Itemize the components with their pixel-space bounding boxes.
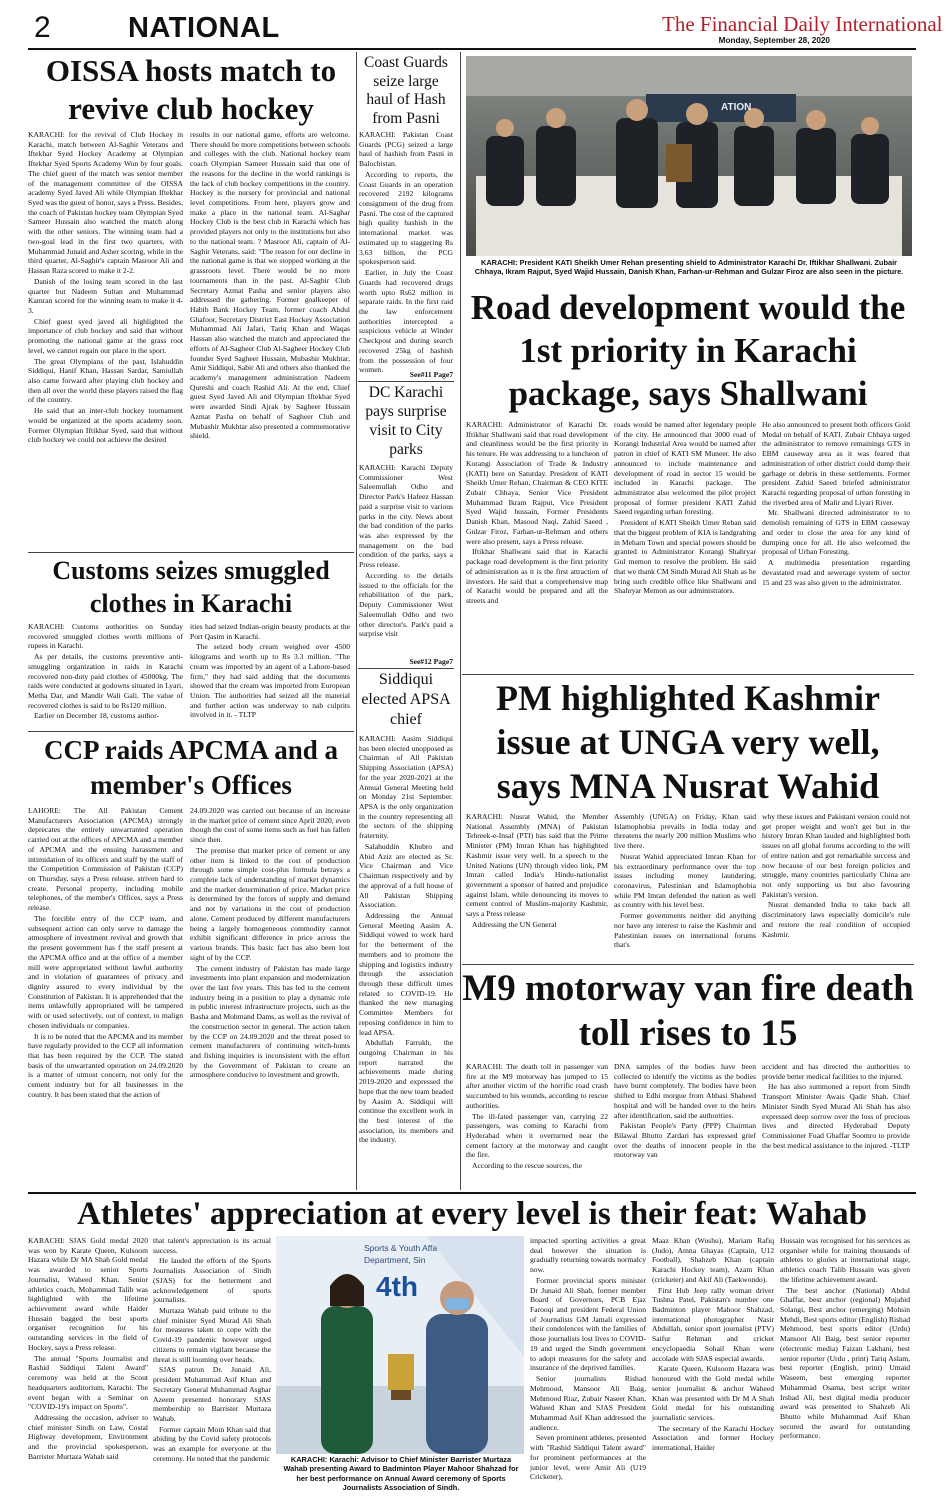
- paragraph: ities had seized Indian-origin beauty products at the Port Qasim in Karachi.: [190, 622, 350, 641]
- masthead-rule: [28, 48, 916, 50]
- paragraph: KARACHI: Administrator of Karachi Dr. Iftikhar Shallwani said that road development and cleanliness would be the first priority in his tenure. He was addressing to a luncheon of Korangi Association of Trade & Industry (KATI) here on Saturday. President of KATI Sheikh Umer Rehan, Chairman & CEO KITE Zubair Chhaya, Senior Vice President Muhammad Ikram Rajput, Vice President Syed Wajid hussain, Former Presidents Danish Khan, Masood Naqi, Zahid Saeed , Gulzar Firoz, Farhan-ur-Rehman and others were also present, says a Press release.: [466, 420, 608, 546]
- paragraph: Former captain Moin Khan said that abiding by the Covid safety protocols was an example for everyone at the ceremony. He noted that the pandemic: [153, 1424, 271, 1463]
- paragraph: The cement industry of Pakistan has made large investments into plant expansion and modernization over the last five years. This has led to the cement industry being in a position to play a dynamic role in public interest infrastructure projects, such as the Basha and Mohmand Dams, as well as the revival of the construction sector in general. The action taken by the CCP on 24.09.2020 and the threat posed to cement manufacturers of continuing witch-hunts and fishing inquiries is inconsistent with the effort by the Government of Pakistan to create an atmosphere conducive to investment and growth.: [190, 963, 350, 1080]
- paragraph: President of KATI Sheikh Umer Rehan said that the biggest problem of KIA is landgrabing in Meharn Town and special powers should be granted to Administrator Korangi Shahryar Gul memon to resolve the problem. He said that we thank CM Sindh Murad Ali Shah as he bring such credible office like Shallwani and Shahryar Memon as our administrators.: [614, 518, 756, 596]
- paragraph: The best anchor (National) Abdul Ghaffar, best anchor (regional) Mujahid Solangi, Best anchor (emerging) Mohsin Mehdi, Best sports editor (English) Rishad Mehmood, best sports editor (Urdu) Mansoor Ali Baig, best senior reporter (electronic media) Faizan Lakhani, best senior reporter (Urdu , print) Tariq Aslam, best reporter (English, print) Umaid Waseem, best emerging reporter Muhammad Osama, best script writer Irshad Ali, best digital media producer award was presented to Shahzeb Ali Bhutto while Muhammad Asif Khan secured the award for outstanding performance.: [780, 1285, 910, 1441]
- dcvisit-body: [359, 463, 453, 655]
- m9-column-1: [466, 1062, 608, 1190]
- paragraph: The ill-fated passenger van, carrying 22 passengers, was coming to Karachi from Hyderabad when it overturned near the cement factory at the motorway and caught the fire.: [466, 1111, 608, 1160]
- paragraph: Mr. Shallwani directed administrator to to demolish remaining of GTS in EBM causeway and order to close the area for any kind of dumping once for all. He also welcomed the proposal of Urban Foresting.: [762, 508, 910, 557]
- paragraph: The annual "Sports Journalist and Rashid Siddiqui Talent Award" ceremony was held at the Scout headquarters auditorium, Karachi. The event began with a Seminar on "COVID-19's impact on Sports".: [28, 1353, 148, 1412]
- hockey-column-1: [28, 130, 183, 548]
- headline-hockey: OISSA hosts match to revive club hockey: [45, 53, 337, 126]
- paragraph: It is to be noted that the APCMA and its member have regularly provided to the CCP all information that has been required by the CCP. The stated basis of the unwarranted operation on 24.09.2020 is a matter of utmost concern, not only for the cement industry but for all businesses in the country. It has been stated that the action of: [28, 1031, 183, 1099]
- headline-shallwani: Road development would the 1st priority in Karachi package, says Shallwani: [470, 288, 906, 413]
- paragraph: impacted sporting activities a great deal however the situation is gradually returning towards normalcy now.: [530, 1236, 646, 1275]
- headline-dc-visit: DC Karachi pays surprise visit to City parks: [365, 384, 447, 458]
- paragraph: Earlier on December 18, customs author-: [34, 711, 160, 721]
- paragraph: KARACHI: Customs authorities on Sunday recovered smuggled clothes worth millions of rupees in Karachi.: [28, 622, 183, 651]
- backdrop-text: 4th: [376, 1271, 418, 1302]
- paragraph: Pakistan People's Party (PPP) Chairman Bilawal Bhutto Zardari has expressed grief over the deaths of innocent people in the motorway van: [614, 1121, 756, 1160]
- paragraph: results in our national game, efforts are welcome. There should be more competitions between schools and colleges with the club. National hockey team coach Olympian Sameer Hussain said that one of the reasons for the decline in the world rankings is the lack of club hockey competitions in the country. Hockey is the nursery for provincial and national level competitions. From here, players grow and make a place in the national team. Al-Saghar Hockey Club is the best club in Karachi which has provided players not only to the institutions but also to the national team. ? Masroor Ali, captain of Al-Saghir Veterans, said: "The reason for our decline in the national game is that we stopped working at the grassroots level. There would be no more tournaments than in the past. Al-Saghir Club Secretary Azmat Pasha and senior players also addressed the gathering. Former goalkeeper of Habib Bank Hockey Team, former coach Abdul Ghafoor, Secretary District East Hockey Association Muhammad Ali Jafari, Tariq Khan and Waqas Hassan also watched the match and appreciated the efforts of Al-Sagheer Club Al-Sagheer Hockey Club founder Syed Sagheer Hussain, Mubashir Mukhtar, Amir Siddiqui, Sabir Ali and others also thanked the academy's management administration Nadeem Qureshi and coach Rashid Ali. At the end, Chief guest Syed Javed Ali and Olympian Iftekhar Syed were awarded Sindi Ajrak by Sagheer Hussain Azmat Pasha on behalf of Sagheer Club and Mubashir Mukhtar also presented a commemorative shield.: [190, 130, 350, 441]
- paragraph: Nusrat demanded India to take back all discriminatory laws especially domicile's rule and restore the real condition of occupied Kashmir.: [762, 900, 910, 939]
- paragraph: Abdullah Farrukh, the outgoing Chairman in his report narrated the achievements made during 2019-2020 and expressed the hope that the new team headed by Aasim A. Siddiqui will continue the excellent work in the best interest of the association, its members and the industry.: [359, 1038, 453, 1145]
- backdrop-text: Sports & Youth Affa: [364, 1243, 438, 1253]
- paragraph: Earlier, in July the Coast Guards had recovered drugs worth upto Rs62 million in separate raids. In the first raid the law enforcement authorities intercepted a suspicious vehicle at Winder Checkpost and during search recovered 25kg of hashish from the possession of four women.: [359, 268, 453, 375]
- headline-customs: Customs seizes smuggled clothes in Karachi: [52, 556, 330, 618]
- paragraph: The great Olympians of the past, Islahuddin Siddiqui, Hanif Khan, Hassan Sardar, Samiullah also came forward after playing club hockey and then all over the world these players raised the flag of the country.: [28, 356, 183, 405]
- shallwani-column-1: [466, 420, 608, 670]
- divider: [28, 731, 354, 732]
- paragraph: Addressing the UN General: [472, 919, 557, 929]
- shallwani-column-2: [614, 420, 756, 670]
- kashmir-column-2: [614, 812, 756, 962]
- photo-illustration: [276, 1236, 524, 1454]
- paragraph: He lauded the efforts of the Sports Journalists Association of Sindh (SJAS) for the betterment and acknowledgement of sports journalists.: [153, 1256, 271, 1305]
- paragraph: Addressing the Annual General Meeting Aasim A. Siddiqui vowed to work hard for the betterment of the members and to promote the shipping and logistics industry through the association through these difficult times related to COVID-19. He thanked the new managing Committee Members for reposing confidence in him to lead APSA.: [359, 910, 453, 1037]
- paragraph: Former provincial sports minister Dr Junaid Ali Shah, former member Board of Governors, PCB Ejaz Farooqi and president Federal Union of Journalists GM Jamali expressed their condolences with the families of those journalists lost lives to COVID-19 and urged the Sindh government to adopt measures for the safety and insurance of the deprived families.: [530, 1275, 646, 1373]
- paragraph: As per details, the customs preventive anti-smuggling organization in raids in Karachi recovered non-duty paid clothes of 45000kg. The raids were conducted at godowns situated in Lyari, Metha Dar, and Mandir Wali Gali. The value of recovered clothes is said to be Rs120 million.: [28, 652, 183, 710]
- paragraph: Assembly (UNGA) on Friday, Khan said Islamophobia prevails in India today and threatens the nearly 200 million Muslims who live there.: [614, 812, 756, 851]
- hockey-column-2: [190, 130, 350, 548]
- athletes-column-1: [28, 1236, 148, 1494]
- customs-column-2: [190, 622, 350, 726]
- paragraph: KARACHI: Aasim Siddiqui has been elected unopposed as Chairman of All Pakistan Shipping Association (APSA) for the year 2020-2021 at the Annual General Meeting held on Monday 21st September. APSA is the only organization in the country representing all the sectors of the shipping fraternity.: [359, 734, 453, 841]
- paragraph: The premise that market price of cement or any other item is linked to the cost of production through some simple cost-plus formula betrays a complete lack of understanding of market dynamics and the market determination of price. Market price is determined by the forces of supply and demand and not by variations in the cost of production alone. Cement produced by different manufacturers being a largely homogeneous commodity cannot exhibit significant difference in price across the various brands. This basic fact has also been lost sight of by the CCP.: [190, 845, 350, 962]
- paragraph: According to reports, the Coast Guards in an operation recovered 2192 kilograms consignment of the drug from Pasni. The cost of the captured high quality hashish in the international market was estimated up to staggering Rs 3.63 billion, the PCG spokesperson said.: [359, 169, 453, 267]
- paragraph: KARACHI: for the revival of Club Hockey in Karachi, match between Al-Saghir Veterans and Iftekhar Syed Hockey Academy at Olympian Iftekhar Syed Sports Academy Won by four goals. The chief guest of the match was senior member of the management committee of the OISSA academy Syed Javed Ali while Olympian Iftekhar Syed was the guest of honor, says a Press. Besides, the coach of Pakistan hockey team Olympian Syed Sameer Hussain also watched the match along with the other seniors. The winning team had a two-goal lead in the first two quarters, with Muhammad Junaid and Asher scoring, while in the third quarter, Al-Saghir's captain Masroor Ali and Hassan Raza scored to make it 2-2.: [28, 130, 183, 276]
- headline-m9: M9 motorway van fire death toll rises to 15: [462, 968, 914, 1054]
- banner-text: ATION: [721, 102, 752, 113]
- paragraph: KARACHI: Pakistan Coast Guards (PCG) seized a large haul of hashish from Pasni in Balochistan.: [359, 130, 453, 169]
- customs-column-1: [28, 622, 183, 726]
- paragraph: Chief guest syed javed ali highlighted the importance of club hockey and said that without promoting the national game at the grass root level, we cannot regain our place in the sport.: [28, 316, 183, 355]
- paper-name: The Financial Daily International: [662, 12, 943, 36]
- paragraph: 24.09.2020 was carried out because of an increase in the market price of cement since April 2020, even though the cost of some items such as fuel has fallen since then.: [190, 806, 350, 845]
- award-photo-caption: KARACHI: Karachi: Advisor to Chief Minister Barrister Murtaza Wahab presenting Award to Badminton Player Mahoor Shahzad for her best performance on Annual Award ceremony of Sports Journalists Association of Sindh.: [283, 1455, 519, 1492]
- paragraph: SJAS patron Dr. Junaid Ali, president Muhammad Asif Khan and Secretary General Muhammad Asghar Azeem presented honorary SJAS membership to Barrister Murtaza Wahab.: [153, 1365, 271, 1423]
- paragraph: Former governments neither did anything nor have any interest to raise the Kashmir and Palestinian issues on international forums that's: [614, 911, 756, 950]
- m9-column-3: [762, 1062, 910, 1190]
- see-reference: See#12 Page7: [409, 657, 453, 666]
- ccp-column-1: [28, 806, 183, 1190]
- headline-apsa: Siddiqui elected APSA chief: [361, 671, 451, 728]
- paragraph: First Hub Jeep rally woman driver Tushna Patel, Pakistan's number one Badminton player Mahoor Shahzad, international photographer Nasir Abdullah, senior sport journalist (PTV) Saifur Rehman and cricket encyclopaedia Sohail Khan were accolade with SJAS especial awards.: [652, 1285, 774, 1363]
- shallwani-column-3: [762, 420, 910, 670]
- paragraph: The seized body cream weighed over 4500 kilograms and worth up to Rs 3.3 million. "The cream was imported by an agent of a Lahore-based firm," they had said adding that the documents showed that the cream was imported from European Union. The authorities had seized all the material and further action was underway to nab culprits involved in it. - TLTP: [190, 642, 350, 720]
- athletes-column-3: [530, 1236, 646, 1494]
- ccp-column-2: [190, 806, 350, 1190]
- paragraph: Danish of the losing team scored in the last quarter but Nadeem Sultan and Muhammad Kamran scored for the winning team to make it 4-3.: [28, 276, 183, 315]
- paragraph: LAHORE: The All Pakistan Cement Manufacturers Association (APCMA) strongly deprecates the entirely unwarranted operation carried out at the offices of APCMA and a member of APCMA and the ensuing harassment and intimidation of its officers and staff by the staff of the Competition Commission of Pakistan (CCP) on Thursday, says a Press release. striven hard to create. Personal property, including mobile telephones, of the member's Offices, says a Press release.: [28, 806, 183, 913]
- see-reference: See#11 Page7: [409, 370, 453, 379]
- paragraph: Maaz Khan (Wushu), Mariam Rafiq (Judo), Amna Ghayas (Captain, U12 Football), Shahzeb Khan (captain Karachi Hockey team), Azam Khan (cricketer) and Akif Ali (Taekwondo).: [652, 1236, 774, 1284]
- apsa-body: [359, 734, 453, 1190]
- backdrop-text: Department, Sin: [364, 1255, 426, 1265]
- paragraph: Karate Queen, Kulsoom Hazara was honoured with the Gold medal while senior journalist & anchor Waheed Khan was presented with Dr M A Shah Gold medal for his outstanding journalistic services.: [652, 1364, 774, 1422]
- athletes-column-5: [780, 1236, 910, 1494]
- divider: [462, 964, 914, 965]
- paragraph: The secretary of the Karachi Hockey Association and former Hockey international, Haider: [652, 1423, 774, 1453]
- paragraph: Murtaza Wahab paid tribute to the chief minister Syed Murad Ali Shah for measures taken to cope with the Covid-19 pandemic however urged citizens to remain vigilant because the threat is still looming over heads.: [153, 1306, 271, 1364]
- m9-column-2: [614, 1062, 756, 1190]
- page-number: 2: [34, 11, 51, 44]
- kati-ceremony-photo: [466, 56, 912, 256]
- kashmir-column-3: [762, 812, 910, 962]
- paragraph: accident and has directed the authorities to provide better medical facilities to the injured.: [762, 1062, 910, 1081]
- paragraph: KARACHI: Nusrat Wahid, the Member National Assembly (MNA) of Pakistan Tehreek-e-Insaf (PTI) has said that the Prime Minister (PM) Imran Khan has highlighted Kashmir issue very well. In a speech to the United Nations (UN) through video link, PM Imran called India's Hindu-nationalist government a sponsor of hatred and prejudice against Islam, while denouncing its moves to cement control of Muslim-majority Kashmir, says a Press release: [466, 812, 608, 919]
- paragraph: Addressing the occasion, adviser to chief minister Sindh on Law, Costal Highway development, Environment and the provincial spokesperson, Barrister Murtaza Wahab said: [28, 1412, 148, 1461]
- athletes-column-4: [652, 1236, 774, 1494]
- paragraph: KARACHI: Karachi Deputy Commissioner West Saleemullah Odho and Director Park's Hafeez Hassan paid a surprise visit to various parks in the city. News about the bad condition of the parks was also expressed by the management on the bad condition of the parks, says a Press release.: [359, 463, 453, 570]
- paragraph: He said that an inter-club hockey tournament would be organized at the sports academy soon. Former Olympian Iftikhar Syed, said that without club hockey we could not achieve the desired: [28, 406, 183, 445]
- paragraph: Iftikhar Shallwani said that in Karachi package road development is the first priority of administration as it is the first attraction of investors. He said that a comprehensive map of Karachi would be prepared and all the streets and: [466, 547, 608, 605]
- paragraph: roads would be named after legendary people of the city. He announced that 3000 road of Korangi Industrial Area would be named after patron in chief of KATI SM Muneer. He also announced to include maintenance and development of road in sector 15 would be included in Karachi package. The administrator also welcomed the pilot project proposal of former president KATI Zahid Saeed regarding urban foresting.: [614, 420, 756, 517]
- photo-illustration: [466, 56, 912, 256]
- paragraph: Nusrat Wahid appreciated Imran Khan for his extraordinary performance over the top issues including money laundering, coronavirus, Palestinian and Islamophobia while PM Imran defended the nation as well as country with his level best.: [614, 851, 756, 910]
- athletes-column-2: [153, 1236, 271, 1494]
- kati-photo-caption: KARACHI: President KATI Sheikh Umer Rehan presenting shield to Administrator Karachi Dr. Iftikhar Shallwani. Zubair Chhaya, Ikram Rajput, Syed Wajid Hussain, Danish Khan, Farhan-ur-Rehman and Gulzar Firoz are also seen in the picture.: [474, 258, 904, 277]
- headline-kashmir: PM highlighted Kashmir issue at UNGA very well, says MNA Nusrat Wahid: [495, 678, 881, 806]
- divider: [356, 52, 357, 1190]
- paragraph: why these issues and Pakistani version could not get proper weight and won't get but in the history Imran Khan lauded and highlighted both issues on all global forums according to the will of entire nation and got remarkable success and now because of our best foreign policies and struggle, many countries particularly China are not only supporting us but also favouring Pakistan's version.: [762, 812, 910, 899]
- headline-athletes: Athletes' appreciation at every level is their feat: Wahab: [76, 1196, 868, 1232]
- paragraph: Salahuddin Khubro and Abid Aziz are elected as Sr. Vice Chairman and Vice Chairman respectively and by the approval of a full house of All Pakistan Shipping Association.: [359, 841, 453, 910]
- paragraph: According to the rescue sources, the: [472, 1161, 583, 1171]
- kashmir-column-1: [466, 812, 608, 962]
- paragraph: A multimedia presentation regarding devastated road and sewerage system of sector 15 and 23 was also given to the administrator.: [762, 558, 910, 587]
- divider: [462, 674, 914, 675]
- paragraph: He also announced to present both officers Gold Medal on behalf of KATI. Zubair Chhaya urged the administrator to remove remainings GTS in EBM causeway area as it was feared that administration of other district could dump their garbage or debris in these settlements. Former president Zahid Saeed briefed administrator Karachi regarding proposal of urban foresting in the riverbed area of Malir and Liyari River.: [762, 420, 910, 507]
- paragraph: He has also summoned a report from Sindh Transport Minister Awais Qadir Shah. Chief Minister Sindh Syed Murad Ali Shah has also expressed deep sorrow over the loss of precious lives and directed Hyderabad Deputy Commissioner Fuad Ghaffar Soomro to provide the best medical assistance to the injured. -TLTP: [762, 1082, 910, 1150]
- paragraph: KARACHI: The death toll in passenger van fire at the M9 motorway has jumped to 15 after another victim of the horrific road crash succumbed to his wounds, according to rescue authorities.: [466, 1062, 608, 1110]
- paragraph: According to the details issued to the officials for the rehabilitation of the park, Deputy Commissioner West Saleemullah Odho and two other director's. Park's paid a surprise visit: [359, 570, 453, 639]
- paragraph: Senior journalists Rishad Mehmood, Mansoor Ali Baig, Mehmood Riaz, Zubair Naseer Khan, Waheed Khan and SJAS President Muhammad Asif Khan addressed the audience.: [530, 1374, 646, 1432]
- award-ceremony-photo: [276, 1236, 524, 1454]
- section-title: NATIONAL: [128, 12, 280, 44]
- headline-coastguards: Coast Guards seize large haul of Hash from Pasni: [364, 54, 448, 127]
- divider: [358, 668, 454, 669]
- paragraph: DNA samples of the bodies have been collected to identify the victims as the bodies have burnt completely. The bodies have been shifted to Edhi morgue from Abbasi Shaheed hospital and will be handed over to the heirs after identification, said the authorities.: [614, 1062, 756, 1120]
- paragraph: KARACHI: SJAS Gold medal 2020 was won by Karate Queen, Kulsoom Hazara while Dr MA Shah Gold medal was awarded to senior Sports Journalist, Waheed Khan. Senior athletics coach, Mohammad Talib was highlighted with the lifetime achievement award while Haider Hussain bagged the best sports organiser recognition for his outstanding services in the field of Hockey, says a Press release.: [28, 1236, 148, 1352]
- paragraph: The forcible entry of the CCP team, and subsequent action can only serve to damage the atmosphere of investment revival and growth that the present government has f the staff present at the APCMA office and at the office of a member mill were appropriated without lawful authority and in violation of guarantees of privacy and dignity assured to every individual by the Constitution of Pakistan. It is apprehended that the items unlawfully appropriated will be tampered with or used selectively, out of context, to malign chosen individuals or companies.: [28, 913, 183, 1030]
- paragraph: Seven prominent athletes, presented with "Rashid Siddiqui Talent award" for prominent performances at the junior level, were Amir Ali (U19 Cricketer),: [530, 1433, 646, 1482]
- divider: [460, 52, 461, 1190]
- headline-ccp: CCP raids APCMA and a member's Offices: [43, 735, 339, 800]
- divider: [358, 381, 454, 382]
- paragraph: that talent's appreciation is its actual success.: [153, 1236, 271, 1255]
- divider: [28, 552, 354, 553]
- issue-date: Monday, September 28, 2020: [718, 36, 830, 45]
- paragraph: Hussain was recognised for his services as organiser while for training thousands of athletes to glories at international stage, athletics coach Talib Hussain was given the lifetime achievement award.: [780, 1236, 910, 1284]
